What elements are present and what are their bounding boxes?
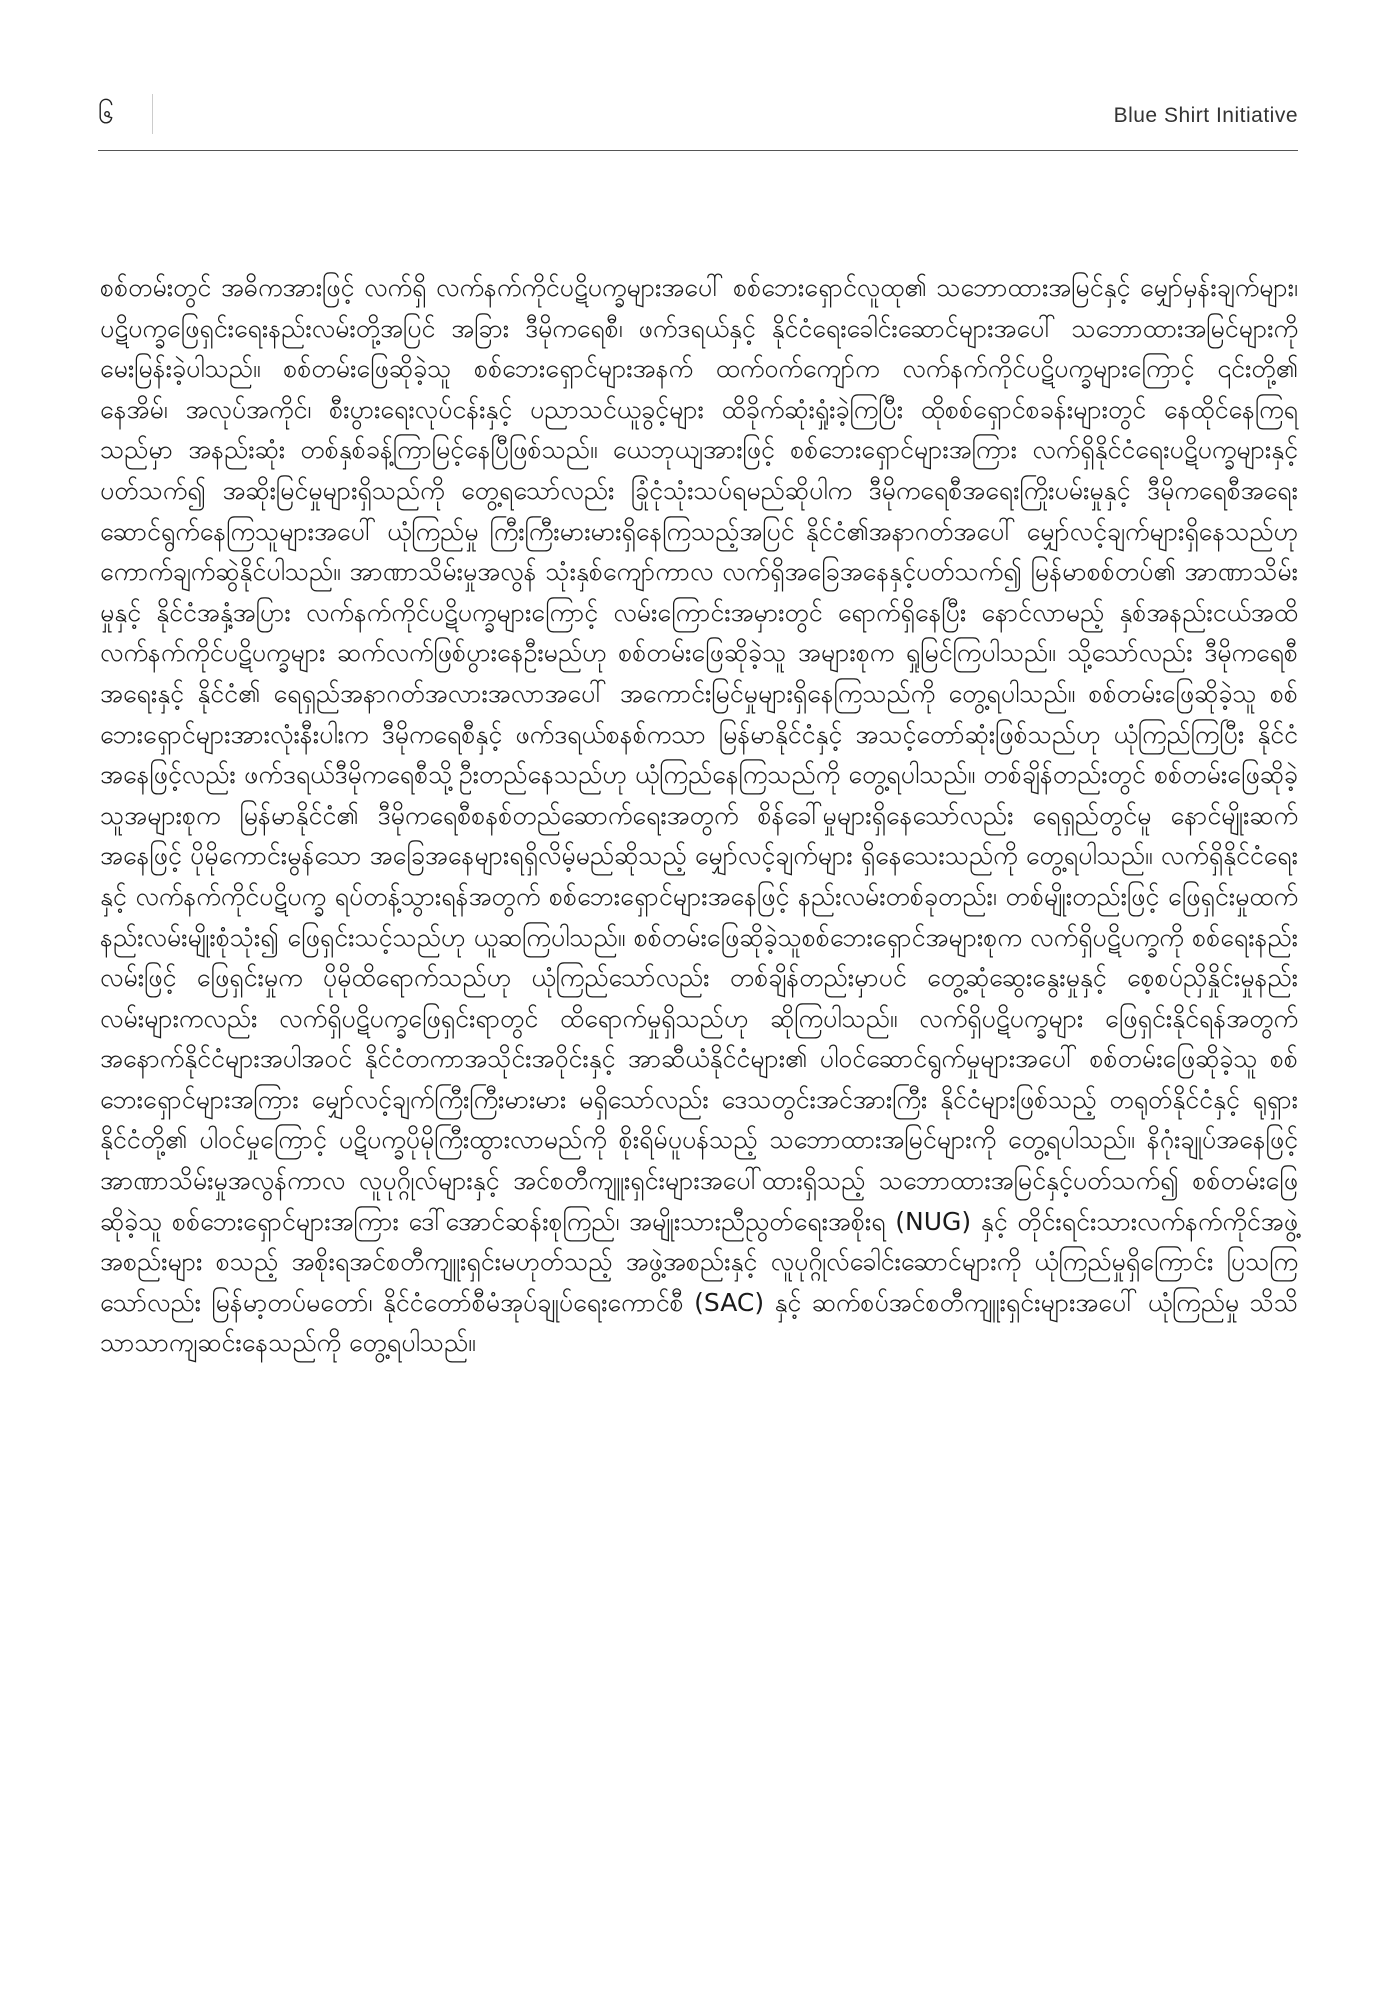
publication-title: Blue Shirt Initiative xyxy=(1113,104,1298,127)
page-number: ၆ xyxy=(98,97,114,130)
header-divider xyxy=(152,94,153,134)
main-body-text xyxy=(100,268,1298,1364)
page-header xyxy=(98,90,1298,151)
body-paragraph: စစ်တမ်းတွင် အဓိကအားဖြင့် လက်ရှိ လက်နက်ကိုင်ပဋိပက္ခများအပေါ် စစ်ဘေးရှောင်လူထု၏ သဘောထားအမြင်နှင့် မျှော်မှန်းချက်များ၊ ပဋိပက္ခဖြေရှင်းရေးနည်းလမ်းတို့အပြင် အခြား ဒီမိုကရေစီ၊ ဖက်ဒရယ်နှင့် နိုင်ငံရေးခေါင်းဆောင်များအပေါ် သဘောထားအမြင်များကို မေးမြန်းခဲ့ပါသည်။ စစ်တမ်းဖြေဆိုခဲ့သူ စစ်ဘေးရှောင်များအနက် ထက်ဝက်ကျော်က လက်နက်ကိုင်ပဋိပက္ခများကြောင့် ၎င်းတို့၏ နေအိမ်၊ အလုပ်အကိုင်၊ စီးပွားရေးလုပ်ငန်းနှင့် ပညာသင်ယူခွင့်များ ထိခိုက်ဆုံးရှုံးခဲ့ကြပြီး ထိုစစ်ရှောင်စခန်းများတွင် နေထိုင်နေကြရသည်မှာ အနည်းဆုံး တစ်နှစ်ခန့်ကြာမြင့်နေပြီဖြစ်သည်။ ယေဘုယျအားဖြင့် စစ်ဘေးရှောင်များအကြား လက်ရှိနိုင်ငံရေးပဋိပက္ခများနှင့်ပတ်သက်၍ အဆိုးမြင်မှုများရှိသည်ကို တွေ့ရသော်လည်း ခြုံငုံသုံးသပ်ရမည်ဆိုပါက ဒီမိုကရေစီအရေးကြိုးပမ်းမှုနှင့် ဒီမိုကရေစီအရေး ဆောင်ရွက်နေကြသူများအပေါ် ယုံကြည်မှု ကြီးကြီးမားမားရှိနေကြသည့်အပြင် နိုင်ငံ၏အနာဂတ်အပေါ် မျှော်လင့်ချက်များရှိနေသည်ဟု ကောက်ချက်ဆွဲနိုင်ပါသည်။ အာဏာသိမ်းမှုအလွန် သုံးနှစ်ကျော်ကာလ လက်ရှိအခြေအနေနှင့်ပတ်သက်၍ မြန်မာစစ်တပ်၏ အာဏာသိမ်းမှုနှင့် နိုင်ငံအနှံ့အပြား လက်နက်ကိုင်ပဋိပက္ခများကြောင့် လမ်းကြောင်းအမှားတွင် ရောက်ရှိနေပြီး နောင်လာမည့် နှစ်အနည်းငယ်အထိ လက်နက်ကိုင်ပဋိပက္ခများ ဆက်လက်ဖြစ်ပွားနေဦးမည်ဟု စစ်တမ်းဖြေဆိုခဲ့သူ အများစုက ရှုမြင်ကြပါသည်။ သို့သော်လည်း ဒီမိုကရေစီအရေးနှင့် နိုင်ငံ၏ ရေရှည်အနာဂတ်အလားအလာအပေါ် အကောင်းမြင်မှုများရှိနေကြသည်ကို တွေ့ရပါသည်။ စစ်တမ်းဖြေဆိုခဲ့သူ စစ်ဘေးရှောင်များအားလုံးနီးပါးက ဒီမိုကရေစီနှင့် ဖက်ဒရယ်စနစ်ကသာ မြန်မာနိုင်ငံနှင့် အသင့်တော်ဆုံးဖြစ်သည်ဟု ယုံကြည်ကြပြီး နိုင်ငံအနေဖြင့်လည်း ဖက်ဒရယ်ဒီမိုကရေစီသို့ဦးတည်နေသည်ဟု ယုံကြည်နေကြသည်ကို တွေ့ရပါသည်။ တစ်ချိန်တည်းတွင် စစ်တမ်းဖြေဆိုခဲ့သူအများစုက မြန်မာနိုင်ငံ၏ ဒီမိုကရေစီစနစ်တည်ဆောက်ရေးအတွက် စိန်ခေါ်မှုများရှိနေသော်လည်း ရေရှည်တွင်မူ နောင်မျိုးဆက်အနေဖြင့် ပိုမိုကောင်းမွန်သော အခြေအနေများရရှိလိမ့်မည်ဆိုသည့် မျှော်လင့်ချက်များ ရှိနေသေးသည်ကို တွေ့ရပါသည်။ လက်ရှိနိုင်ငံရေးနှင့် လက်နက်ကိုင်ပဋိပက္ခ ရပ်တန့်သွားရန်အတွက် စစ်ဘေးရှောင်များအနေဖြင့် နည်းလမ်းတစ်ခုတည်း၊ တစ်မျိုးတည်းဖြင့် ဖြေရှင်းမှုထက် နည်းလမ်းမျိုးစုံသုံး၍ ဖြေရှင်းသင့်သည်ဟု ယူဆကြပါသည်။ စစ်တမ်းဖြေဆိုခဲ့သူစစ်ဘေးရှောင်အများစုက လက်ရှိပဋိပက္ခကို စစ်ရေးနည်းလမ်းဖြင့် ဖြေရှင်းမှုက ပိုမိုထိရောက်သည်ဟု ယုံကြည်သော်လည်း တစ်ချိန်တည်းမှာပင် တွေ့ဆုံဆွေးနွေးမှုနှင့် စေ့စပ်ညှိနှိုင်းမှုနည်းလမ်းများကလည်း လက်ရှိပဋိပက္ခဖြေရှင်းရာတွင် ထိရောက်မှုရှိသည်ဟု ဆိုကြပါသည်။ လက်ရှိပဋိပက္ခများ ဖြေရှင်းနိုင်ရန်အတွက် အနောက်နိုင်ငံများအပါအဝင် နိုင်ငံတကာအသိုင်းအဝိုင်းနှင့် အာဆီယံနိုင်ငံများ၏ ပါဝင်ဆောင်ရွက်မှုများအပေါ် စစ်တမ်းဖြေဆိုခဲ့သူ စစ်ဘေးရှောင်များအကြား မျှော်လင့်ချက်ကြီးကြီးမားမား မရှိသော်လည်း ဒေသတွင်းအင်အားကြီး နိုင်ငံများဖြစ်သည့် တရုတ်နိုင်ငံနှင့် ရုရှားနိုင်ငံတို့၏ ပါဝင်မှုကြောင့် ပဋိပက္ခပိုမိုကြီးထွားလာမည်ကို စိုးရိမ်ပူပန်သည့် သဘောထားအမြင်များကို တွေ့ရပါသည်။ နိဂုံးချုပ်အနေဖြင့် အာဏာသိမ်းမှုအလွန်ကာလ လူပုဂ္ဂိုလ်များနှင့် အင်စတီကျူးရှင်းများအပေါ်ထားရှိသည့် သဘောထားအမြင်နှင့်ပတ်သက်၍ စစ်တမ်းဖြေဆိုခဲ့သူ စစ်ဘေးရှောင်များအကြား ဒေါ်အောင်ဆန်းစုကြည်၊ အမျိုးသားညီညွတ်ရေးအစိုးရ (NUG) နှင့် တိုင်းရင်းသားလက်နက်ကိုင်အဖွဲ့အစည်းများ စသည့် အစိုးရအင်စတီကျူးရှင်းမဟုတ်သည့် အဖွဲ့အစည်းနှင့် လူပုဂ္ဂိုလ်ခေါင်းဆောင်များကို ယုံကြည်မှုရှိကြောင်း ပြသကြသော်လည်း မြန်မာ့တပ်မတော်၊ နိုင်ငံတော်စီမံအုပ်ချုပ်ရေးကောင်စီ (SAC) နှင့် ဆက်စပ်အင်စတီကျူးရှင်းများအပေါ် ယုံကြည်မှု သိသိသာသာကျဆင်းနေသည်ကို တွေ့ရပါသည်။ xyxy=(100,273,1298,1358)
